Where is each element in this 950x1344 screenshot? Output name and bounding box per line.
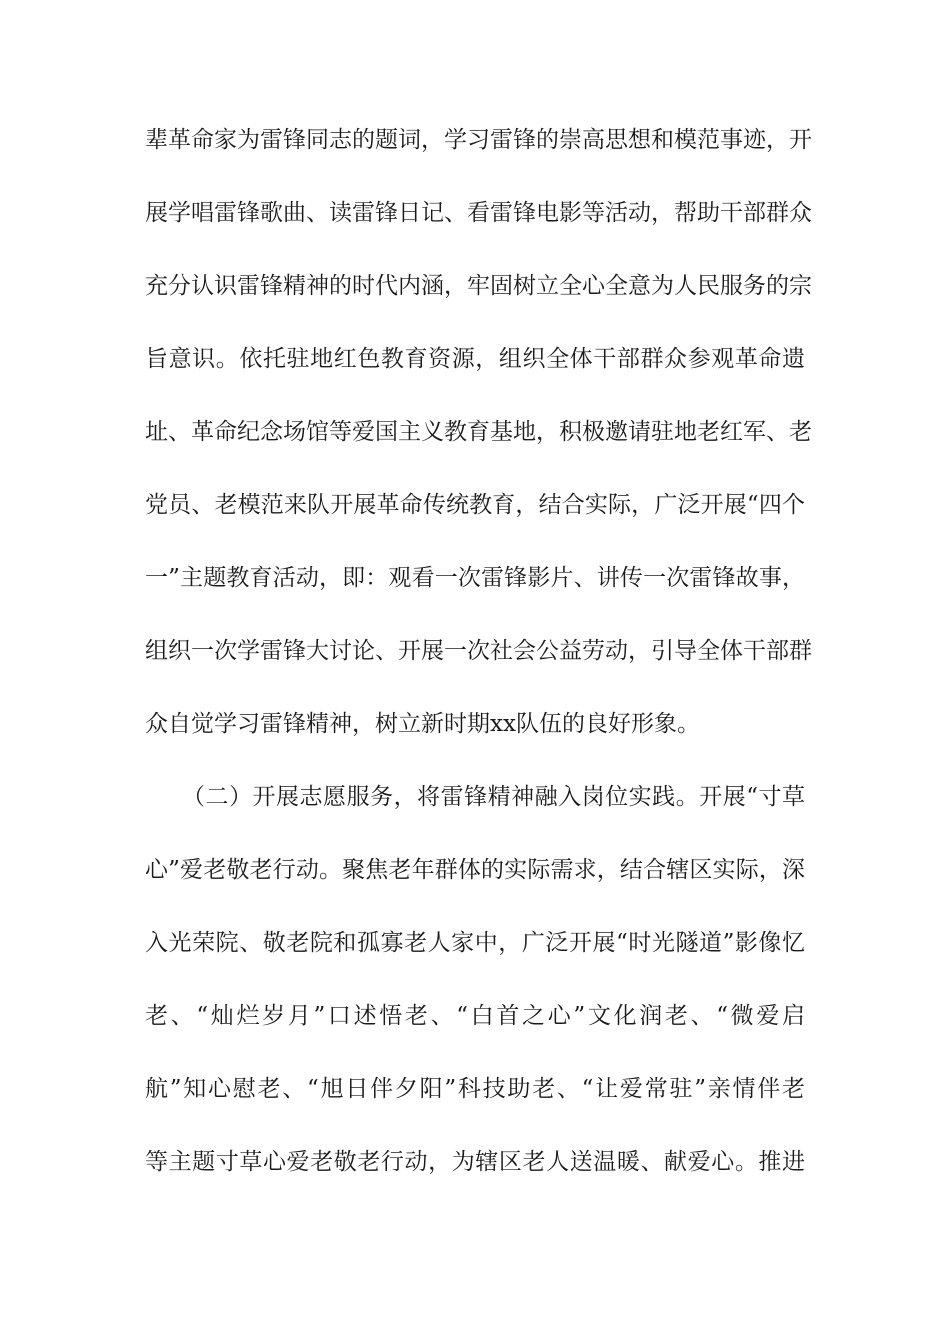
- text-line: 入光荣院、敬老院和孤寡老人家中，广泛开展“时光隧道”影像忆: [145, 930, 805, 956]
- section-heading-line: （二）开展志愿服务，将雷锋精神融入岗位实践。开展“寸草: [182, 784, 805, 810]
- text-line: 组织一次学雷锋大讨论、开展一次社会公益劳动，引导全体干部群: [145, 638, 812, 664]
- text-line: 航”知心慰老、“旭日伴夕阳”科技助老、“让爱常驻”亲情伴老: [145, 1076, 805, 1102]
- text-line: 老、“灿烂岁月”口述悟老、“白首之心”文化润老、“微爱启: [145, 1003, 805, 1029]
- text-line: 展学唱雷锋歌曲、读雷锋日记、看雷锋电影等活动，帮助干部群众: [145, 200, 812, 226]
- text-line: 等主题寸草心爱老敬老行动，为辖区老人送温暖、献爱心。推进: [145, 1149, 805, 1175]
- text-line: 充分认识雷锋精神的时代内涵，牢固树立全心全意为人民服务的宗: [145, 273, 812, 299]
- body-text: [145, 118, 812, 1213]
- text-line: 旨意识。依托驻地红色教育资源，组织全体干部群众参观革命遗: [145, 346, 805, 372]
- text-line: 辈革命家为雷锋同志的题词，学习雷锋的崇高思想和模范事迹，开: [145, 127, 812, 153]
- paragraph-end-line: 众自觉学习雷锋精神，树立新时期xx队伍的良好形象。: [145, 711, 700, 737]
- text-line: 一”主题教育活动，即：观看一次雷锋影片、讲传一次雷锋故事，: [145, 565, 805, 591]
- text-line: 心”爱老敬老行动。聚焦老年群体的实际需求，结合辖区实际，深: [145, 857, 805, 883]
- text-line: 党员、老模范来队开展革命传统教育，结合实际，广泛开展“四个: [145, 492, 805, 518]
- text-line: 址、革命纪念场馆等爱国主义教育基地，积极邀请驻地老红军、老: [145, 419, 812, 445]
